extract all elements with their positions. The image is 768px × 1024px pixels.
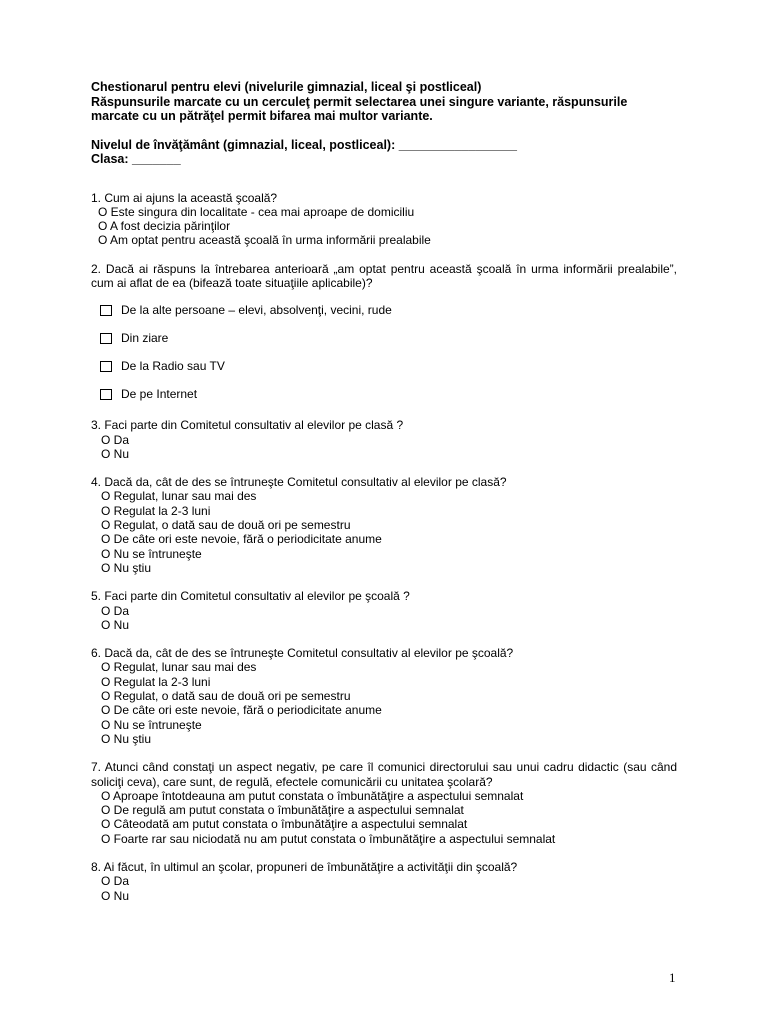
checkbox-list xyxy=(91,296,677,408)
checkbox-square-icon[interactable] xyxy=(100,361,112,372)
radio-option[interactable]: O A fost decizia părinţilor xyxy=(98,219,231,234)
radio-option[interactable]: O Nu ştiu xyxy=(101,731,152,746)
checkbox-label: Din ziare xyxy=(121,331,169,346)
instructions-line-1: Răspunsurile marcate cu un cerculeţ permit selectarea unei singure variante, răspunsurile xyxy=(91,94,628,109)
radio-option[interactable]: O Nu xyxy=(101,888,130,903)
radio-option[interactable]: O Da xyxy=(101,603,130,618)
question-1 xyxy=(91,191,677,248)
checkbox-option[interactable] xyxy=(100,352,677,380)
checkbox-label: De pe Internet xyxy=(121,387,198,402)
radio-option[interactable]: O Da xyxy=(101,874,130,889)
question-text: 4. Dacă da, cât de des se întruneşte Comitetul consultativ al elevilor pe clasă? xyxy=(91,475,507,490)
radio-option[interactable]: O Regulat, o dată sau de două ori pe semestru xyxy=(101,689,351,704)
radio-option[interactable]: O De câte ori este nevoie, fără o periodicitate anume xyxy=(101,703,382,718)
radio-option[interactable]: O Aproape întotdeauna am putut constata o îmbunătăţire a aspectului semnalat xyxy=(101,788,524,803)
radio-option[interactable]: O Nu se întruneşte xyxy=(101,717,202,732)
radio-option[interactable]: O Nu xyxy=(101,617,130,632)
radio-option[interactable]: O Regulat, lunar sau mai des xyxy=(101,660,257,675)
question-8 xyxy=(91,860,677,903)
radio-option[interactable]: O Am optat pentru această şcoală în urma informării prealabile xyxy=(98,233,431,248)
questionnaire-title: Chestionarul pentru elevi (nivelurile gimnazial, liceal şi postliceal) xyxy=(91,80,482,94)
question-7 xyxy=(91,760,677,846)
question-2 xyxy=(91,262,677,409)
radio-option[interactable]: O Da xyxy=(101,432,130,447)
radio-option[interactable]: O Nu ştiu xyxy=(101,560,152,575)
question-text: 8. Ai făcut, în ultimul an şcolar, propuneri de îmbunătăţire a activităţii din şcoală? xyxy=(91,860,518,874)
page-number: 1 xyxy=(669,970,676,985)
instructions-line-2: marcate cu un pătrăţel permit bifarea mai multor variante. xyxy=(91,109,433,123)
radio-option[interactable]: O Regulat la 2-3 luni xyxy=(101,503,211,518)
checkbox-label: De la alte persoane – elevi, absolvenţi, vecini, rude xyxy=(121,303,392,318)
questionnaire-body xyxy=(91,80,677,903)
question-text: 7. Atunci când constaţi un aspect negativ, pe care îl comunici directorului sau unui cadru didactic (sau când soliciţi ceva), care sunt, de regulă, efectele comunicării cu unitatea şcolară? xyxy=(91,760,677,789)
checkbox-square-icon[interactable] xyxy=(100,389,112,400)
radio-option[interactable]: O De câte ori este nevoie, fără o periodicitate anume xyxy=(101,532,382,547)
question-5 xyxy=(91,589,677,632)
checkbox-square-icon[interactable] xyxy=(100,333,112,344)
question-text: 1. Cum ai ajuns la această şcoală? xyxy=(91,190,278,205)
question-4 xyxy=(91,475,677,575)
question-text: 6. Dacă da, cât de des se întruneşte Comitetul consultativ al elevilor pe şcoală? xyxy=(91,646,514,661)
checkbox-option[interactable] xyxy=(100,324,677,352)
radio-option[interactable]: O Este singura din localitate - cea mai aproape de domiciliu xyxy=(98,204,415,219)
class-field: Clasa: _______ xyxy=(91,152,181,166)
checkbox-label: De la Radio sau TV xyxy=(121,359,225,374)
radio-option[interactable]: O Regulat, lunar sau mai des xyxy=(101,489,257,504)
radio-option[interactable]: O Nu xyxy=(101,446,130,461)
checkbox-option[interactable] xyxy=(100,380,677,408)
radio-option[interactable]: O Nu se întruneşte xyxy=(101,546,202,561)
question-text: 3. Faci parte din Comitetul consultativ al elevilor pe clasă ? xyxy=(91,418,404,433)
education-level-field: Nivelul de învăţământ (gimnazial, liceal, postliceal): _________________ xyxy=(91,137,517,152)
question-3 xyxy=(91,418,677,461)
question-text: 2. Dacă ai răspuns la întrebarea anterioară „am optat pentru această şcoală în urma informării prealabile”, cum ai aflat de ea (bifează toate situaţiile aplicabile)? xyxy=(91,261,677,290)
checkbox-square-icon[interactable] xyxy=(100,305,112,316)
question-text: 5. Faci parte din Comitetul consultativ al elevilor pe şcoală ? xyxy=(91,589,410,604)
radio-option[interactable]: O Câteodată am putut constata o îmbunătăţire a aspectului semnalat xyxy=(101,817,468,832)
radio-option[interactable]: O De regulă am putut constata o îmbunătăţire a aspectului semnalat xyxy=(101,803,464,818)
radio-option[interactable]: O Foarte rar sau niciodată nu am putut constata o îmbunătăţire a aspectului semnalat xyxy=(101,831,556,846)
question-6 xyxy=(91,646,677,746)
radio-option[interactable]: O Regulat la 2-3 luni xyxy=(101,674,211,689)
radio-option[interactable]: O Regulat, o dată sau de două ori pe semestru xyxy=(101,518,351,533)
checkbox-option[interactable] xyxy=(100,296,677,324)
